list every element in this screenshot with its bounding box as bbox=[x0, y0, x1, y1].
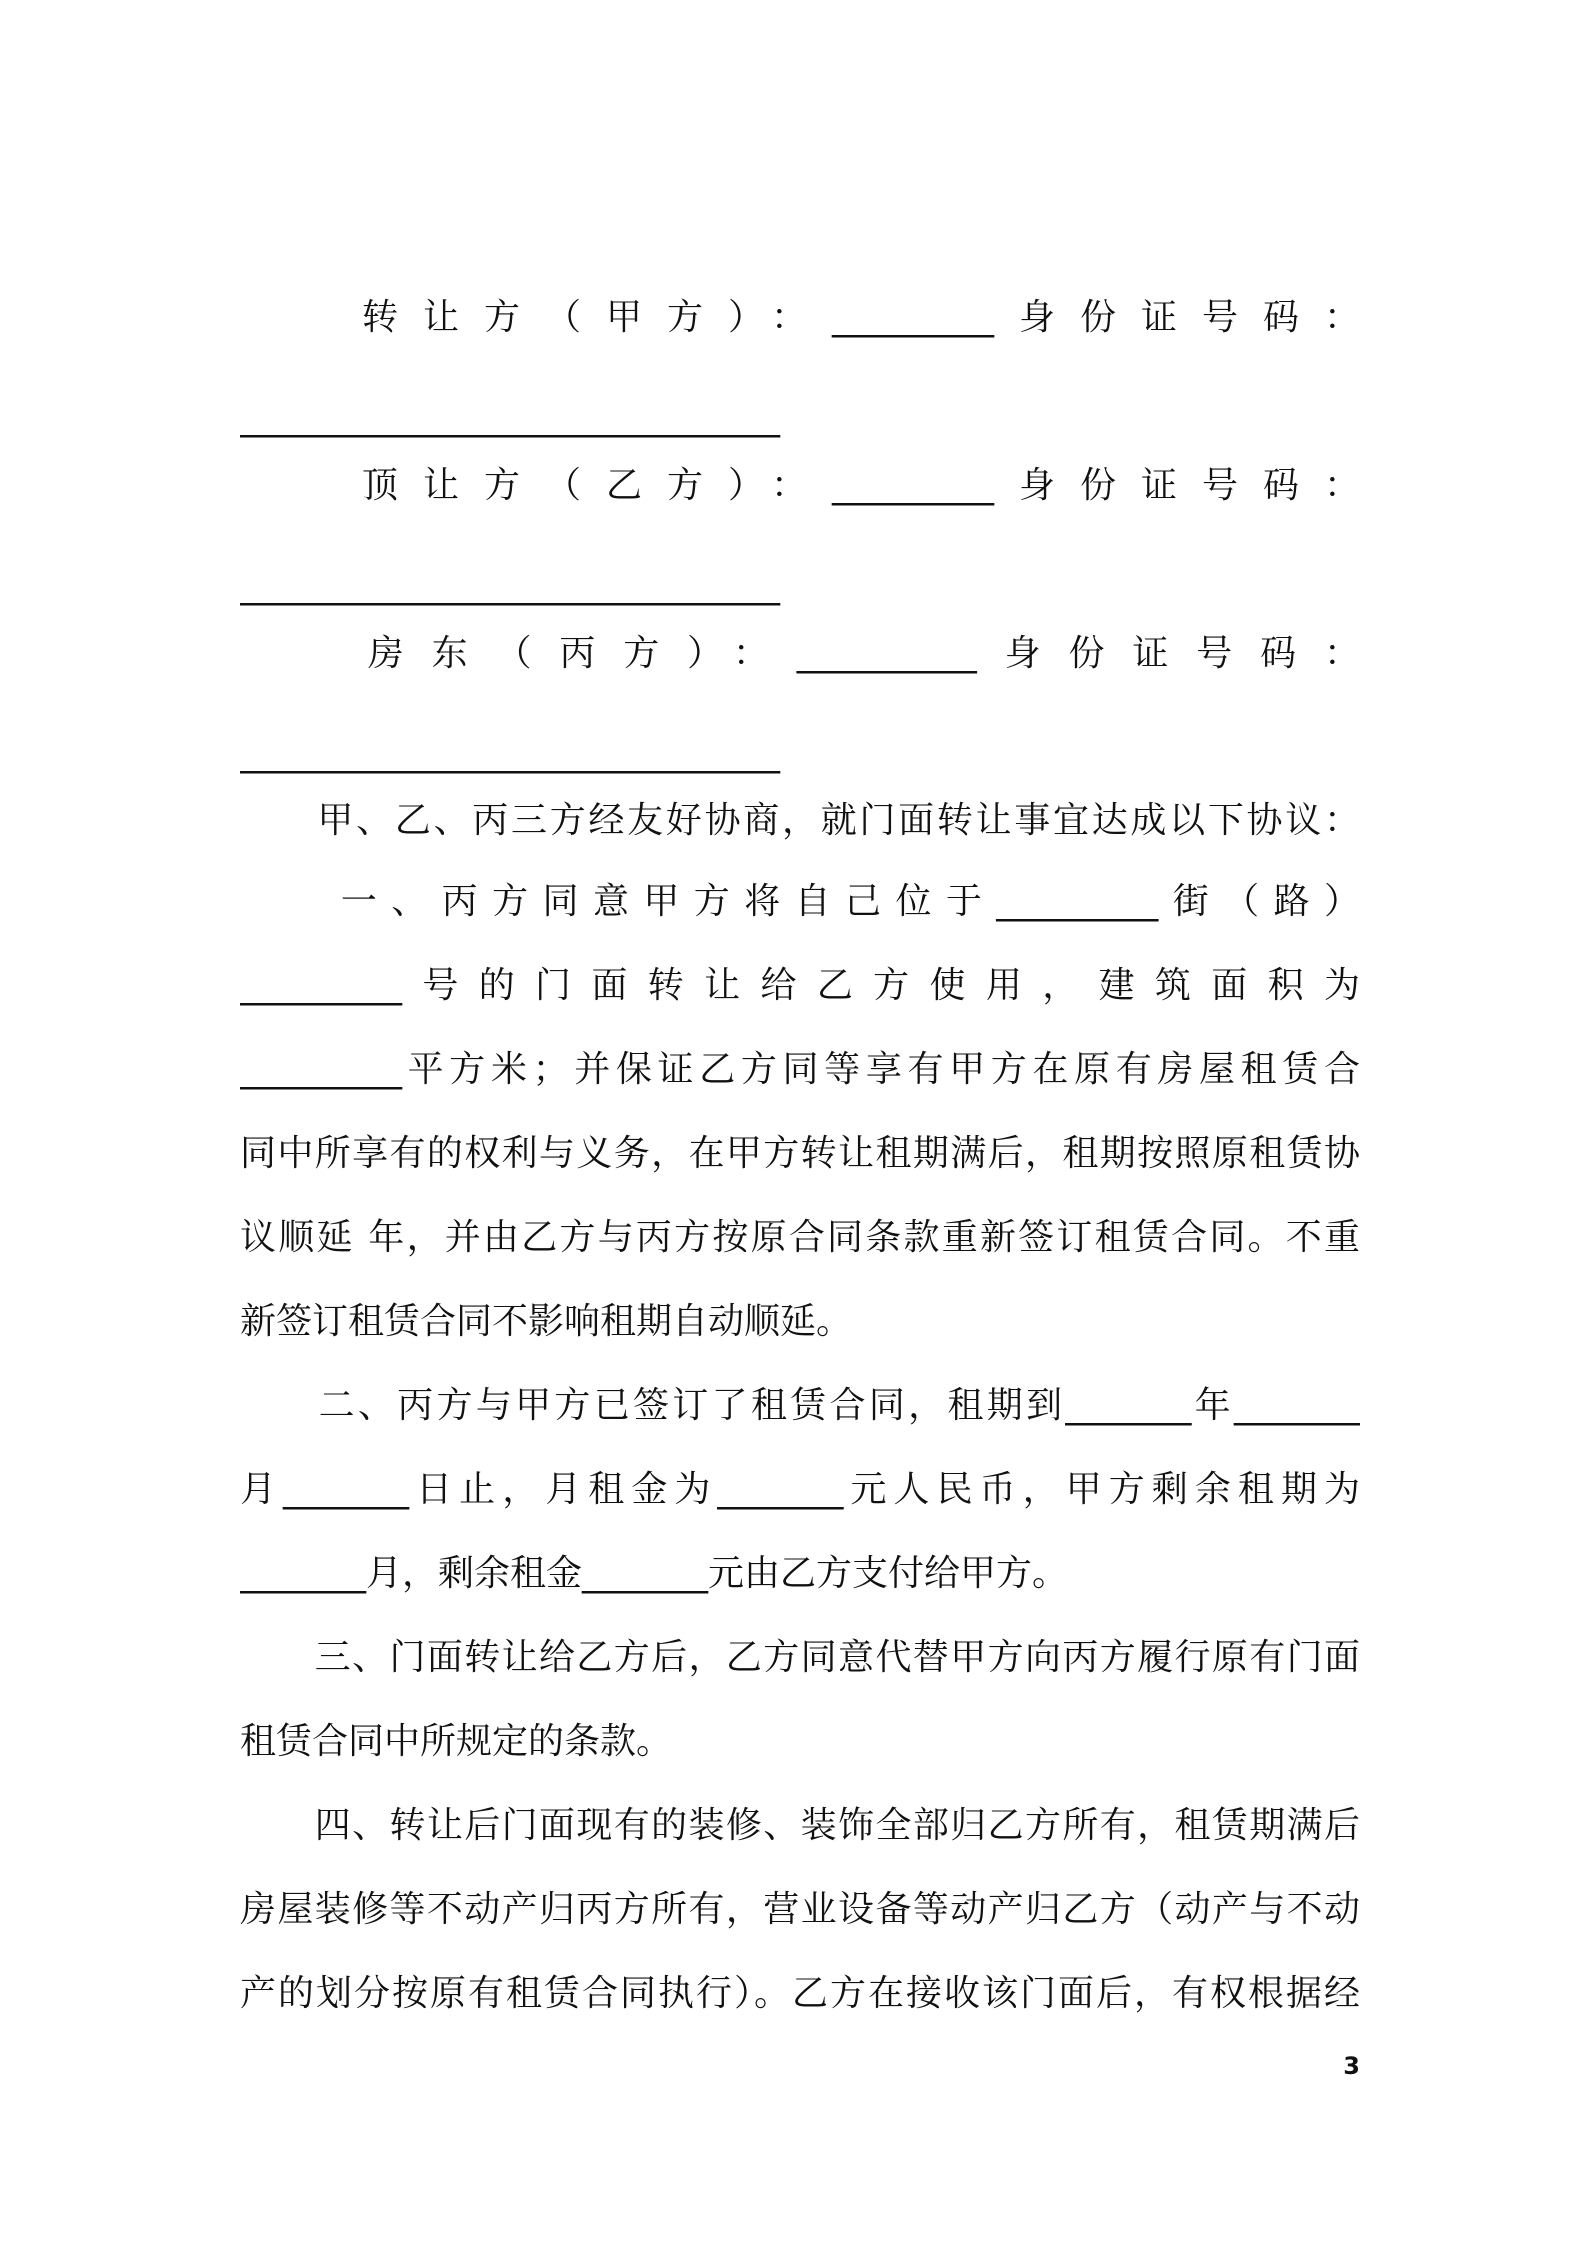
landlord-line: 房东（丙方）：__________身份证号码： bbox=[240, 633, 1360, 674]
agreement-intro: 甲、乙、丙三方经友好协商，就门面转让事宜达成以下协议： bbox=[240, 800, 1360, 841]
clause-1-line-3: _________平方米；并保证乙方同等享有甲方在原有房屋租赁合 bbox=[240, 1049, 1360, 1090]
transferee-id-blank: ______________________________ bbox=[240, 565, 780, 606]
clause-1-line-4: 同中所享有的权利与义务，在甲方转让租期满后，租期按照原租赁协 bbox=[240, 1133, 1360, 1174]
clause-2-line-1: 二、丙方与甲方已签订了租赁合同，租期到_______年_______ bbox=[240, 1385, 1360, 1426]
clause-1-line-5: 议顺延 年，并由乙方与丙方按原合同条款重新签订租赁合同。不重 bbox=[240, 1217, 1360, 1258]
clause-1-line-2: _________号的门面转让给乙方使用，建筑面积为 bbox=[240, 965, 1360, 1006]
clause-1-line-1: 一、丙方同意甲方将自己位于_________街（路） bbox=[240, 881, 1360, 922]
landlord-id-blank: ______________________________ bbox=[240, 733, 780, 774]
clause-2-line-3: _______月，剩余租金_______元由乙方支付给甲方。 bbox=[240, 1553, 1069, 1594]
clause-2-line-2: 月_______日止，月租金为_______元人民币，甲方剩余租期为 bbox=[240, 1469, 1360, 1510]
clause-4-line-3: 产的划分按原有租赁合同执行）。乙方在接收该门面后，有权根据经 bbox=[240, 1973, 1360, 2014]
transferee-line: 顶让方（乙方）：_________身份证号码： bbox=[240, 465, 1360, 506]
transferor-line: 转让方（甲方）：_________身份证号码： bbox=[240, 297, 1360, 338]
page-number: 3 bbox=[1343, 2052, 1360, 2080]
clause-1-line-6: 新签订租赁合同不影响租期自动顺延。 bbox=[240, 1301, 853, 1342]
clause-4-line-2: 房屋装修等不动产归丙方所有，营业设备等动产归乙方（动产与不动 bbox=[240, 1889, 1360, 1930]
clause-4-line-1: 四、转让后门面现有的装修、装饰全部归乙方所有，租赁期满后 bbox=[240, 1805, 1360, 1846]
clause-3-line-1: 三、门面转让给乙方后，乙方同意代替甲方向丙方履行原有门面 bbox=[240, 1637, 1360, 1678]
transferor-id-blank: ______________________________ bbox=[240, 397, 780, 438]
clause-3-line-2: 租赁合同中所规定的条款。 bbox=[240, 1721, 673, 1762]
